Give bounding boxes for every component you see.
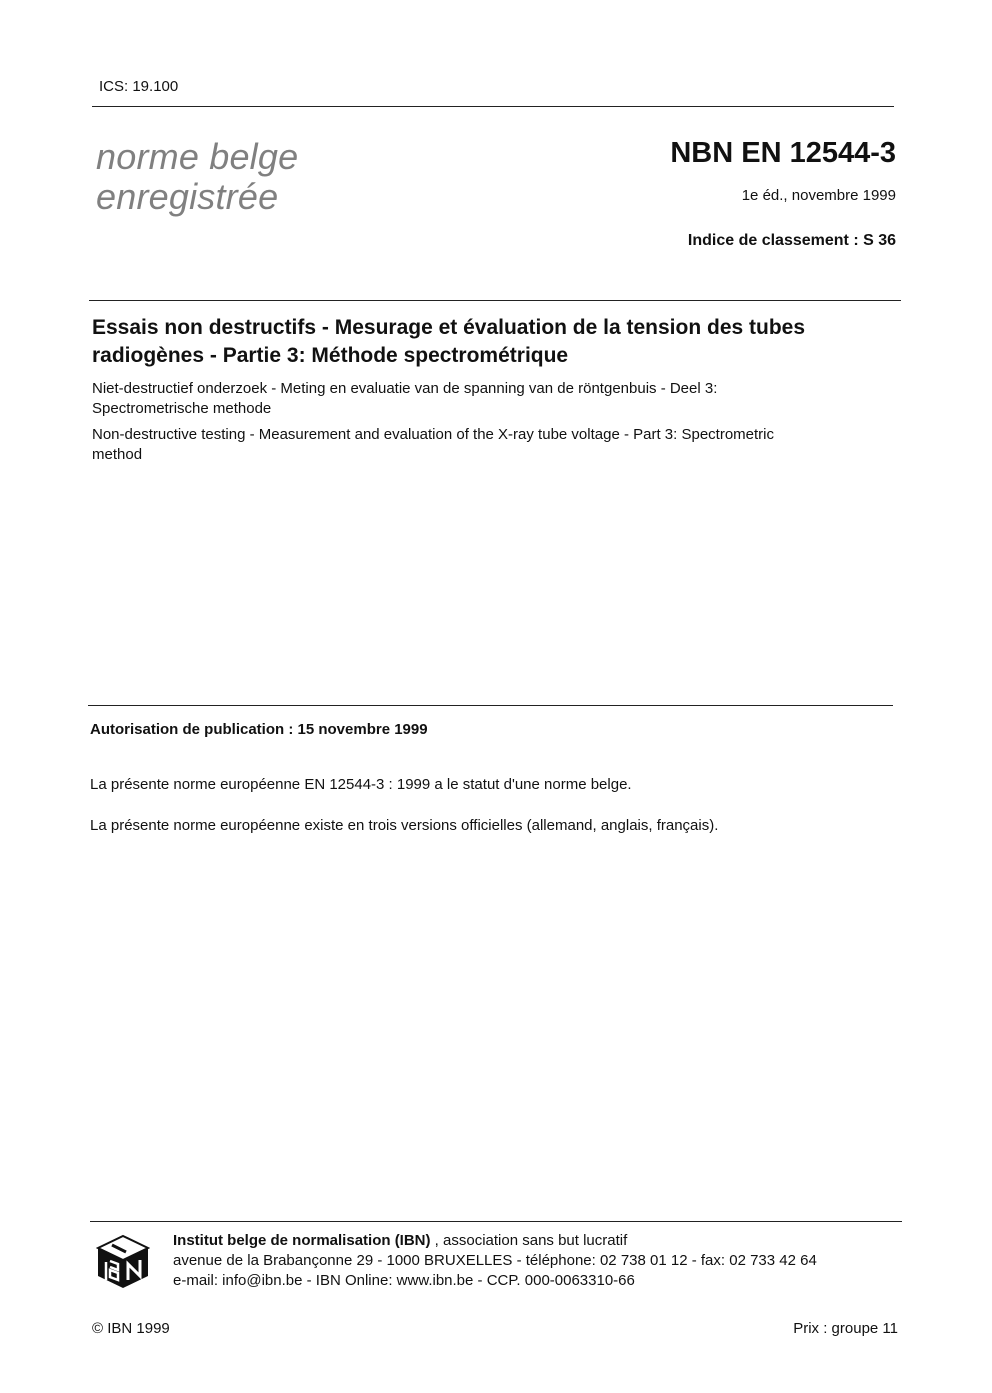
footer-rule: [90, 1221, 902, 1222]
classification-index: Indice de classement : S 36: [687, 232, 896, 249]
institute-suffix: , association sans but lucratif: [430, 1232, 628, 1249]
publication-rule: [88, 705, 893, 706]
copyright-notice: © IBN 1999: [92, 1320, 170, 1337]
title-rule: [89, 300, 901, 301]
versions-paragraph: La présente norme européenne existe en trois versions officielles (allemand, anglais, français).: [90, 817, 719, 834]
authorisation-heading: Autorisation de publication : 15 novembre 1999: [90, 721, 428, 738]
status-paragraph: La présente norme européenne EN 12544-3 : 1999 a le statut d'une norme belge.: [90, 776, 632, 793]
title-french-line-2: radiogènes - Partie 3: Méthode spectrométrique: [92, 344, 569, 367]
institute-info: [173, 1231, 817, 1291]
brand-title: [96, 137, 298, 217]
title-english-line-2: method: [92, 446, 143, 463]
edition-date: 1e éd., novembre 1999: [741, 187, 896, 204]
title-french-line-1: Essais non destructifs - Mesurage et évaluation de la tension des tubes: [92, 316, 806, 339]
institute-heading: [173, 1231, 817, 1251]
ibn-logo-icon: [96, 1234, 150, 1288]
brand-line-2: enregistrée: [96, 176, 279, 217]
institute-contact: e-mail: info@ibn.be - IBN Online: www.ibn.be - CCP. 000-0063310-66: [173, 1272, 635, 1289]
title-english: [92, 425, 882, 465]
title-dutch: [92, 379, 882, 419]
ics-code: ICS: 19.100: [99, 78, 179, 95]
price-group: Prix : groupe 11: [793, 1320, 898, 1337]
title-dutch-line-1: Niet-destructief onderzoek - Meting en evaluatie van de spanning van de röntgenbuis - Deel 3:: [92, 380, 718, 397]
header-rule: [92, 106, 894, 107]
institute-name: Institut belge de normalisation (IBN): [173, 1232, 431, 1249]
title-english-line-1: Non-destructive testing - Measurement and evaluation of the X-ray tube voltage - Part 3: Spectrometric: [92, 426, 775, 443]
title-dutch-line-2: Spectrometrische methode: [92, 400, 272, 417]
institute-address: avenue de la Brabançonne 29 - 1000 BRUXELLES - téléphone: 02 738 01 12 - fax: 02 733 42 64: [173, 1252, 817, 1269]
standard-number: NBN EN 12544-3: [670, 137, 896, 169]
title-french: [92, 314, 902, 370]
brand-line-1: norme belge: [96, 136, 299, 177]
